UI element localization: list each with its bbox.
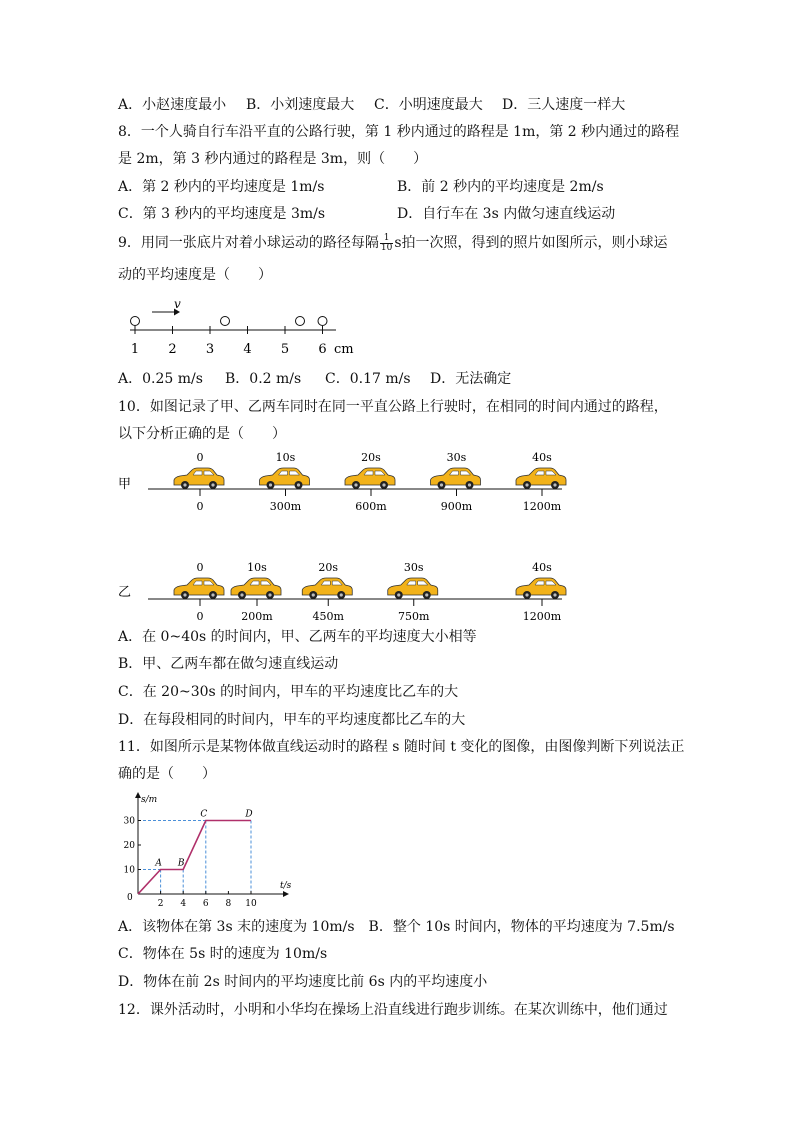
q10-option-b: B．甲、乙两车都在做匀速直线运动 (118, 656, 339, 672)
q10-yi-distance-label: 450m (312, 610, 344, 623)
q10-yi-time-label: 40s (532, 561, 552, 574)
q11-y-tick-label: 20 (123, 841, 135, 851)
q10-jia-car (174, 468, 224, 489)
q11-x-tick-label: 10 (245, 899, 257, 909)
q10-yi-time-label: 20s (318, 561, 339, 574)
q10-figure (112, 448, 572, 628)
q10-jia-time-label: 30s (446, 451, 467, 464)
q9-option-c: C．0.17 m/s (325, 371, 411, 387)
q10-yi-car (302, 578, 352, 599)
q9-unit-label: cm (334, 342, 354, 357)
q8-option-b: B．前 2 秒内的平均速度是 2m/s (397, 179, 604, 195)
q9-tick-label: 4 (243, 342, 252, 357)
q9-ruler-figure (120, 292, 360, 362)
q9-stem-post: s拍一次照，得到的照片如图所示，则小球运 (394, 235, 668, 251)
q10-yi-distance-label: 750m (398, 610, 430, 623)
q8-option-c: C．第 3 秒内的平均速度是 3m/s (118, 206, 326, 222)
q10-yi-distance-label: 0 (196, 610, 204, 623)
q10-option-a: A．在 0~40s 的时间内，甲、乙两车的平均速度大小相等 (118, 629, 477, 645)
q11-x-tick-label: 8 (225, 899, 232, 909)
q9-option-d: D．无法确定 (430, 371, 512, 387)
q9-stem-line1 (118, 233, 668, 253)
q9-fraction (380, 234, 393, 253)
q11-option-c: C．物体在 5s 时的速度为 10m/s (118, 946, 328, 962)
q11-stem-line1: 11．如图所示是某物体做直线运动时的路程 s 随时间 t 变化的图像，由图像判断下列说法正 (118, 739, 685, 755)
q11-st-chart (118, 788, 308, 918)
q9-stem-line2: 动的平均速度是（ ） (118, 267, 272, 283)
q9-velocity-label: v (174, 297, 181, 311)
q10-jia-time-label: 20s (361, 451, 381, 464)
q10-yi-time-label: 10s (247, 561, 267, 574)
q10-jia-time-label: 40s (532, 451, 552, 464)
q11-point-label: B (177, 858, 185, 869)
q11-x-tick-label: 2 (157, 899, 164, 909)
q10-yi-distance-label: 200m (241, 610, 273, 623)
q11-origin-label: 0 (127, 893, 133, 903)
q10-yi-car (516, 578, 566, 599)
q7-option-a: A．小赵速度最小 (118, 97, 227, 113)
q11-point-label: C (200, 809, 208, 820)
q10-jia-car (345, 468, 395, 489)
q10-jia-distance-label: 300m (269, 500, 302, 513)
q10-yi-label: 乙 (118, 585, 132, 600)
q9-stem-pre: 9．用同一张底片对着小球运动的路径每隔 (118, 235, 379, 251)
q9-tick-label: 2 (168, 342, 177, 357)
q11-x-tick-label: 6 (202, 899, 209, 909)
q10-jia-car (260, 468, 310, 489)
q9-tick-label: 5 (280, 342, 290, 357)
q9-ball (318, 317, 327, 326)
q10-jia-distance-label: 900m (440, 500, 473, 513)
q9-ball (131, 317, 140, 326)
q9-tick-label: 3 (205, 342, 215, 357)
q9-option-a: A．0.25 m/s (118, 371, 203, 387)
q8-stem-line1: 8．一个人骑自行车沿平直的公路行驶，第 1 秒内通过的路程是 1m，第 2 秒内通过的路程 (118, 124, 680, 140)
q10-option-c: C．在 20~30s 的时间内，甲车的平均速度比乙车的大 (118, 684, 459, 700)
q10-jia-time-label: 10s (275, 451, 296, 464)
q11-y-tick-label: 10 (123, 865, 135, 876)
q11-option-d: D．物体在前 2s 时间内的平均速度比前 6s 内的平均速度小 (118, 974, 488, 990)
q10-yi-car (231, 578, 281, 599)
q10-jia-time-label: 0 (196, 451, 204, 464)
q10-jia-car (516, 468, 566, 489)
q9-frac-den: 10 (380, 242, 393, 253)
q11-point-label: D (245, 809, 253, 820)
q10-jia-label: 甲 (118, 477, 132, 492)
q10-jia-distance-label: 1200m (522, 500, 562, 513)
q11-x-tick-label: 4 (180, 899, 187, 909)
q10-option-d: D．在每段相同的时间内，甲车的平均速度都比乙车的大 (118, 712, 466, 728)
q8-option-d: D．自行车在 3s 内做匀速直线运动 (397, 206, 616, 222)
q9-ball (296, 317, 305, 326)
q10-stem-line2: 以下分析正确的是（ ） (118, 426, 286, 442)
q11-point-label: A (155, 858, 162, 869)
q10-yi-time-label: 0 (196, 561, 204, 574)
q7-options (118, 95, 625, 115)
q11-options-ab: A．该物体在第 3s 末的速度为 10m/s B．整个 10s 时间内，物体的平均速度为 7.5m/s (118, 919, 675, 935)
q9-ball (221, 317, 230, 326)
q7-option-b: B．小刘速度最大 (246, 97, 355, 113)
q10-jia-distance-label: 0 (196, 500, 204, 513)
q11-y-label: s/m (141, 795, 158, 805)
q10-stem-line1: 10．如图记录了甲、乙两车同时在同一平直公路上行驶时，在相同的时间内通过的路程， (118, 399, 668, 415)
q10-jia-car (431, 468, 481, 489)
q10-yi-time-label: 30s (403, 561, 424, 574)
q9-options (118, 369, 511, 389)
q11-y-tick-label: 30 (123, 816, 135, 827)
q9-frac-num: 1 (380, 234, 393, 244)
q10-jia-distance-label: 600m (355, 500, 387, 513)
q8-stem-line2: 是 2m，第 3 秒内通过的路程是 3m，则（ ） (118, 151, 428, 167)
q10-yi-car (174, 578, 224, 599)
q8-option-a: A．第 2 秒内的平均速度是 1m/s (118, 179, 325, 195)
q10-yi-distance-label: 1200m (522, 610, 562, 623)
q9-tick-label: 6 (318, 342, 327, 357)
q12-stem-line1: 12．课外活动时，小明和小华均在操场上沿直线进行跑步训练。在某次训练中，他们通过 (118, 1002, 668, 1018)
q11-x-label: t/s (280, 881, 292, 891)
q9-tick-label: 1 (130, 342, 140, 357)
q9-option-b: B．0.2 m/s (225, 371, 302, 387)
q7-option-c: C．小明速度最大 (374, 97, 483, 113)
q10-yi-car (388, 578, 438, 599)
q7-option-d: D．三人速度一样大 (502, 97, 626, 113)
q11-stem-line2: 确的是（ ） (118, 766, 216, 782)
q11-series-line (138, 821, 251, 895)
